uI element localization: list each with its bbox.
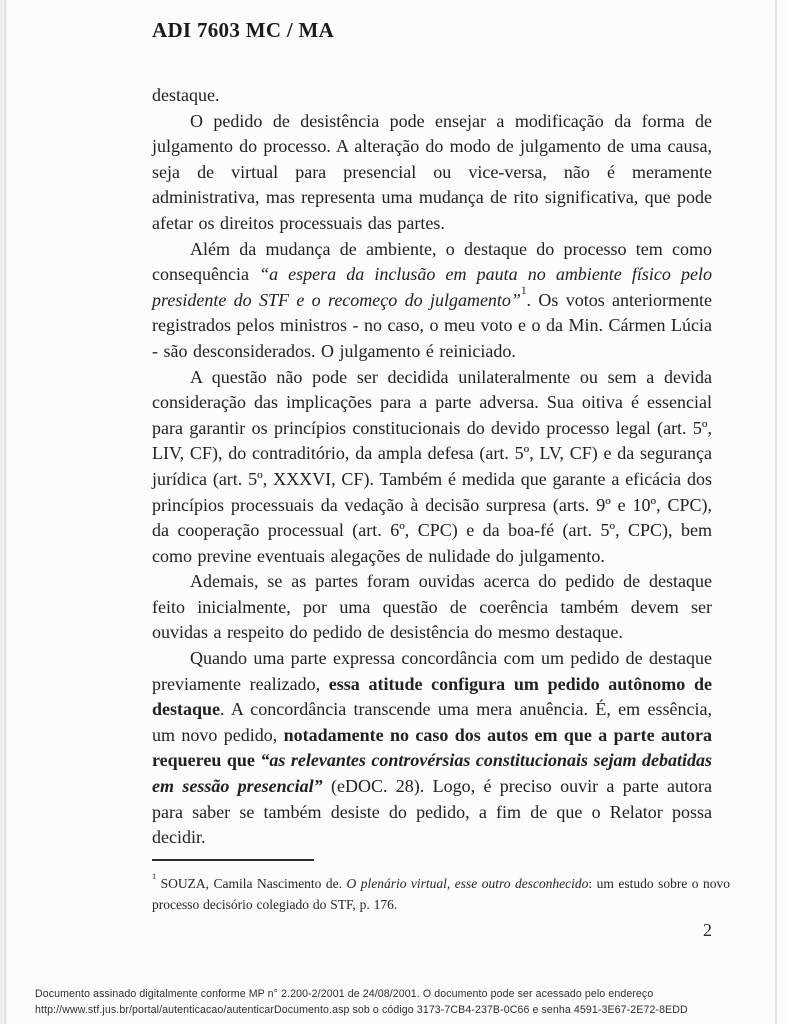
text-run: Além da mudança de ambiente, o destaque do processo tem como consequência bbox=[152, 238, 712, 285]
document-body bbox=[152, 83, 712, 851]
paragraph bbox=[152, 365, 712, 570]
footnote bbox=[152, 873, 730, 916]
text-run: “a espera da inclusão em pauta no ambiente físico pelo presidente do STF e o recomeço do julgamento” bbox=[152, 264, 712, 310]
footer-line-2: http://www.stf.jus.br/portal/autenticacao/autenticarDocumento.asp sob o código 3173-7CB4-237B-0C66 e senha 4591-3E67-2E72-8EDD bbox=[35, 1003, 688, 1016]
signature-footer bbox=[35, 987, 755, 1018]
page-number: 2 bbox=[703, 919, 712, 940]
paragraph bbox=[152, 237, 712, 365]
text-run: “as relevantes controvérsias constitucionais sejam debatidas em sessão presencial” bbox=[152, 750, 712, 797]
text-run: Quando uma parte expressa concordância com um pedido de destaque previamente realizado, bbox=[152, 648, 712, 694]
text-run: A questão não pode ser decidida unilateralmente ou sem a devida consideração das implicações para a parte adversa. Sua oitiva é essencial para garantir os princípios constitucionais do devido processo legal (art. 5º, LIV, CF), do contraditório, da ampla defesa (art. 5º, LV, CF) e da segurança jurídica (art. 5º, XXXVI, CF). Também é medida que garante a eficácia dos princípios processuais da vedação à decisão surpresa (arts. 9º e 10º, CPC), da cooperação processual (art. 6º, CPC) e da boa-fé (art. 5º, CPC), bem como previne eventuais alegações de nulidade do julgamento. bbox=[152, 366, 712, 566]
text-run: SOUZA, Camila Nascimento de. bbox=[156, 875, 347, 891]
text-run: destaque. bbox=[152, 85, 220, 105]
paragraph bbox=[152, 569, 712, 646]
scan-edge-left bbox=[0, 0, 9, 1024]
paragraph bbox=[152, 109, 712, 237]
text-run: notadamente no caso dos autos em que a parte autora requereu que bbox=[152, 724, 712, 771]
text-run: O plenário virtual, esse outro desconhecido bbox=[346, 875, 589, 891]
text-run: (eDOC. 28). Logo, é preciso ouvir a parte autora para saber se também desiste do pedido, a fim de que o Relator possa decidir. bbox=[152, 776, 712, 848]
case-title: ADI 7603 MC / MA bbox=[152, 18, 335, 42]
text-run: 1 bbox=[152, 871, 157, 881]
paragraph bbox=[152, 83, 712, 109]
scan-edge-right bbox=[775, 0, 777, 1024]
text-run: 1 bbox=[520, 284, 527, 297]
footnote-separator bbox=[152, 859, 314, 861]
text-run: essa atitude configura um pedido autônomo de destaque bbox=[152, 673, 712, 720]
paragraph bbox=[152, 646, 712, 851]
text-run: Ademais, se as partes foram ouvidas acerca do pedido de destaque feito inicialmente, por uma questão de coerência também devem ser ouvidas a respeito do pedido de desistência do mesmo destaque. bbox=[152, 571, 712, 643]
text-run: . Os votos anteriormente registrados pelos ministros - no caso, o meu voto e o da Min. Cármen Lúcia - são desconsiderados. O julgamento é reiniciado. bbox=[152, 289, 712, 361]
text-run: O pedido de desistência pode ensejar a modificação da forma de julgamento do processo. A alteração do modo de julgamento de uma causa, seja de virtual para presencial ou vice-versa, não é meramente administrativa, mas representa uma mudança de rito significativa, que pode afetar os direitos processuais das partes. bbox=[152, 110, 712, 233]
text-run: : um estudo sobre o novo processo decisório colegiado do STF, p. 176. bbox=[152, 875, 730, 913]
text-run: . A concordância transcende uma mera anuência. É, em essência, um novo pedido, bbox=[152, 699, 712, 745]
footer-line-1: Documento assinado digitalmente conforme MP n° 2.200-2/2001 de 24/08/2001. O documento pode ser acessado pelo endereço bbox=[35, 988, 654, 1000]
